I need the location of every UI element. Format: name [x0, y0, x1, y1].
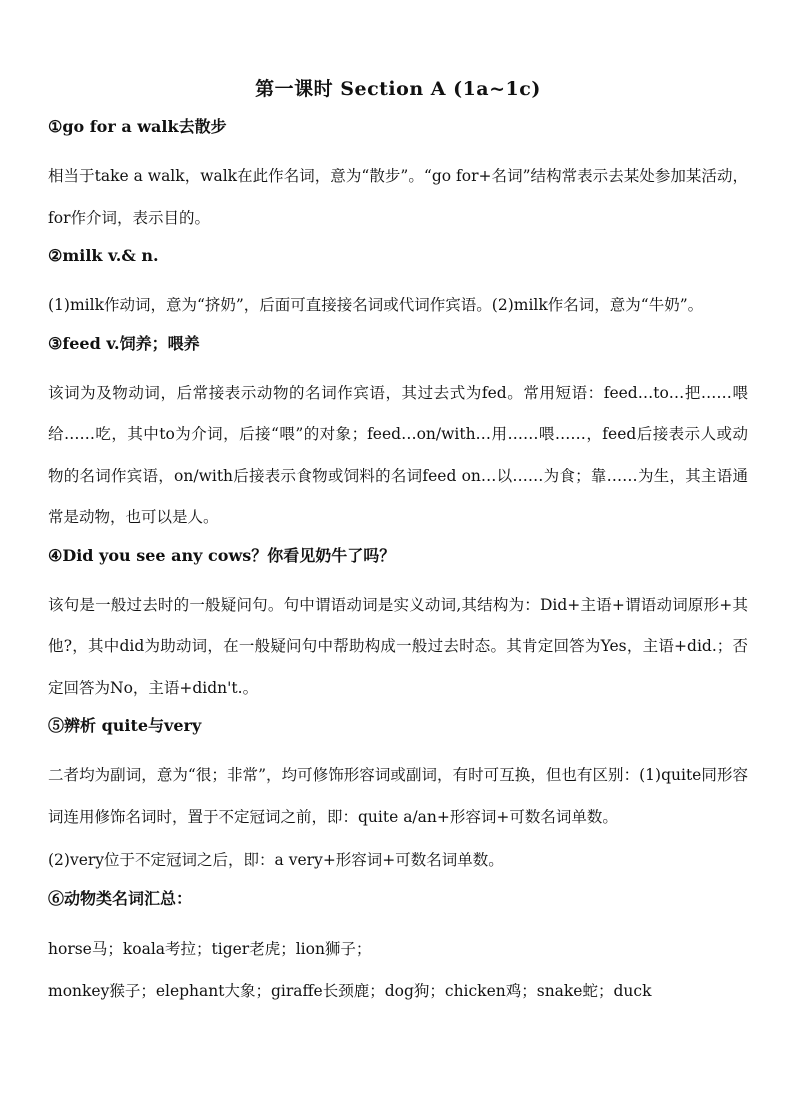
section-heading-animal-nouns: ⑥动物类名词汇总：: [48, 888, 193, 908]
section-heading-milk: ②milk v.& n.: [48, 246, 159, 265]
section-heading-feed: ③feed v.饲养；喂养: [48, 333, 200, 353]
section-heading-go-for-a-walk: ①go for a walk去散步: [48, 117, 227, 136]
section-heading-did-you-see: ④Did you see any cows？你看见奶牛了吗？: [48, 545, 396, 565]
section-paragraph: (1)milk作动词，意为“挤奶”，后面可直接接名词或代词作宾语。(2)milk作名词，意为“牛奶”。: [48, 296, 704, 314]
document-page: [48, 74, 748, 1012]
section-heading-quite-very: ⑤辨析 quite与very: [48, 716, 202, 735]
section-paragraph: 二者均为副词，意为“很；非常”，均可修饰形容词或副词，有时可互换，但也有区别：(1)quite同形容词连用修饰名词时，置于不定冠词之前，即：quite a/an+形容词+可数名词单数。: [48, 766, 748, 826]
page-title: 第一课时 Section A (1a~1c): [255, 78, 541, 100]
animal-list-line: horse马；koala考拉；tiger老虎；lion狮子；: [48, 939, 372, 958]
animal-list-line: monkey猴子；elephant大象；giraffe长颈鹿；dog狗；chicken鸡；snake蛇；duck: [48, 981, 652, 1000]
section-paragraph: 相当于take a walk，walk在此作名词，意为“散步”。“go for+名词”结构常表示去某处参加某活动，for作介词，表示目的。: [48, 167, 748, 227]
section-paragraph: (2)very位于不定冠词之后，即：a very+形容词+可数名词单数。: [48, 851, 504, 869]
section-paragraph: 该词为及物动词，后常接表示动物的名词作宾语，其过去式为fed。常用短语：feed…to…把……喂给……吃，其中to为介词，后接“喂”的对象；feed…on/with…用……喂……，feed后接表示人或动物的名词作宾语，on/with后接表示食物或饲料的名词feed on…以……为食；靠……为生，其主语通常是动物，也可以是人。: [48, 383, 748, 526]
section-paragraph: 该句是一般过去时的一般疑问句。句中谓语动词是实义动词,其结构为：Did+主语+谓语动词原形+其他?，其中did为助动词，在一般疑问句中帮助构成一般过去时态。其肯定回答为Yes，主语+did.；否定回答为No，主语+didn't.。: [48, 595, 748, 697]
